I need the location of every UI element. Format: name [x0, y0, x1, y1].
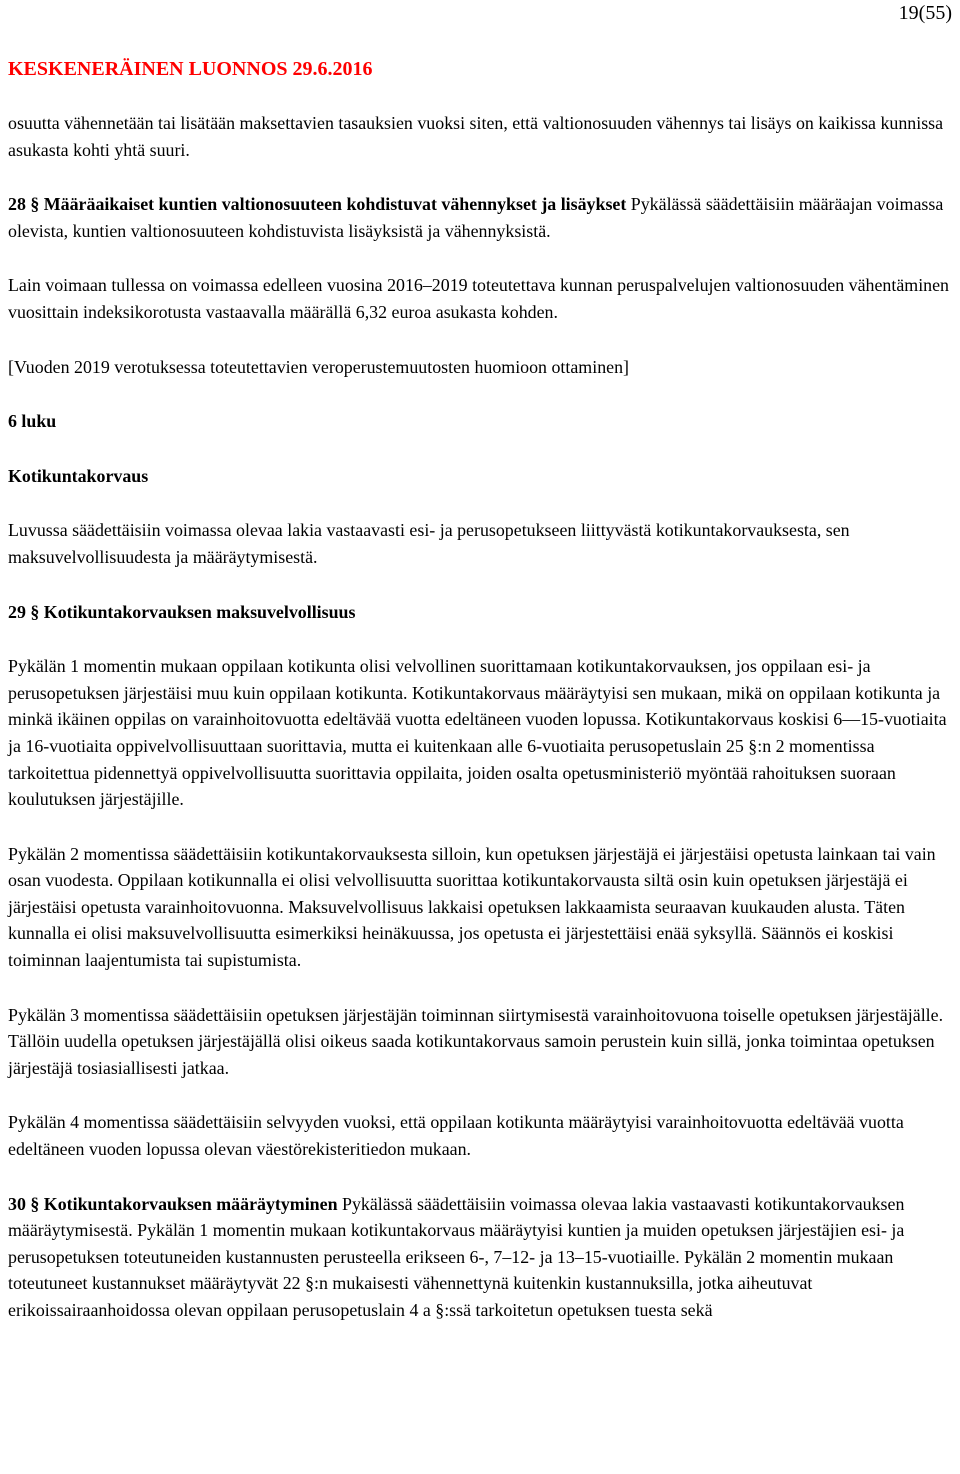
paragraph-valtionosuus-continued: osuutta vähennetään tai lisätään maksettavien tasauksien vuoksi siten, että valtionosuuden vähennys tai lisäys on kaikissa kunnissa asukasta kohti yhtä suuri. [8, 113, 944, 160]
draft-header: KESKENERÄINEN LUONNOS 29.6.2016 [8, 58, 373, 80]
paragraph-luvussa: Luvussa säädettäisiin voimassa olevaa lakia vastaavasti esi- ja perusopetukseen liittyvästä kotikuntakorvauksesta, sen maksuvelvollisuudesta ja määräytymisestä. [8, 520, 850, 567]
document-body [8, 110, 952, 1352]
chapter-number: 6 luku [8, 411, 57, 432]
section-29-moment-4: Pykälän 4 momentissa säädettäisiin selvyyden vuoksi, että oppilaan kotikunta määräytyisi varainhoitovuotta edeltävää vuotta edeltäneen vuoden lopussa olevan väestörekisteritiedon mukaan. [8, 1112, 904, 1160]
section-29-heading: 29 § Kotikuntakorvauksen maksuvelvollisuus [8, 601, 356, 622]
section-28-paragraph [8, 191, 952, 244]
section-30-text: Pykälässä säädettäisiin voimassa olevaa lakia vastaavasti kotikuntakorvauksen määräytymisestä. Pykälän 1 momentin mukaan kotikuntakorvaus määräytyisi kuntien ja muiden opetuksen järjestäjien esi- ja perusopetuksen toteutuneiden kustannusten perusteella erikseen 6-, 7–12- ja 13–15-vuotiaille. Pykälän 2 momentin mukaan toteutuneet kustannukset määräytyvät 22 §:n mukaisesti vähennettynä kuitenkin kustannuksilla, jotka aiheutuvat erikoissairaanhoidossa olevan oppilaan perusopetuslain 4 a §:ssä tarkoitetun opetuksen tuesta sekä [8, 1193, 905, 1320]
section-28-text: Pykälässä säädettäisiin määräajan voimassa olevista, kuntien valtionosuuteen kohdistuvista lisäyksistä ja vähennyksistä. [8, 194, 944, 241]
section-29-moment-3: Pykälän 3 momentissa säädettäisiin opetuksen järjestäjän toiminnan siirtymisestä varainhoitovuona toiselle opetuksen järjestäjälle. Tällöin uudella opetuksen järjestäjällä olisi oikeus saada kotikuntakorvaus samoin perustein kuin sillä, jonka toimintaa opetuksen järjestäjä tosiasiallisesti jatkaa. [8, 1004, 944, 1078]
paragraph-vuoden-2019: [Vuoden 2019 verotuksessa toteutettavien veroperustemuutosten huomioon ottaminen] [8, 356, 629, 377]
section-30-paragraph [8, 1191, 952, 1324]
section-28-heading: 28 § Määräaikaiset kuntien valtionosuuteen kohdistuvat vähennykset ja lisäykset [8, 194, 627, 215]
paragraph-lain-voimaan: Lain voimaan tullessa on voimassa edelleen vuosina 2016–2019 toteutettava kunnan peruspalvelujen valtionosuuden vähentäminen vuosittain indeksikorotusta vastaavalla määrällä 6,32 euroa asukasta kohden. [8, 275, 950, 322]
chapter-title: Kotikuntakorvaus [8, 465, 149, 486]
section-29-moment-1: Pykälän 1 momentin mukaan oppilaan kotikunta olisi velvollinen suorittamaan kotikuntakorvauksen, jos oppilaan esi- ja perusopetuksen järjestäisi muu kuin oppilaan kotikunta. Kotikuntakorvaus määräytyisi sen mukaan, mikä on oppilaan kotikunta ja minkä ikäinen oppilas on varainhoitovuotta edeltävää vuotta edeltäneen vuoden lopussa. Kotikuntakorvaus koskisi 6—15-vuotiaita ja 16-vuotiaita oppivelvollisuuttaan suorittavia, mutta ei kuitenkaan alle 6-vuotiaita perusopetuslain 25 §:n 2 momentissa tarkoitettua pidennettyä oppivelvollisuutta suorittavia oppilaita, joiden osalta opetusministeriö myöntää rahoituksen suoraan koulutuksen järjestäjille. [8, 656, 947, 810]
section-30-heading: 30 § Kotikuntakorvauksen määräytyminen [8, 1193, 338, 1214]
section-29-moment-2: Pykälän 2 momentissa säädettäisiin kotikuntakorvauksesta silloin, kun opetuksen järjestäjä ei järjestäisi opetusta lainkaan tai vain osan vuodesta. Oppilaan kotikunnalla ei olisi velvollisuutta suorittaa kotikuntakorvausta siltä osin kuin opetuksen järjestäjä ei järjestäisi opetusta varainhoitovuonna. Maksuvelvollisuus lakkaisi opetuksen lakkaamista seuraavan kuukauden alusta. Täten kunnalla ei olisi maksuvelvollisuutta esimerkiksi heinäkuussa, jos opetusta ei järjestettäisi enää syksyllä. Säännös ei koskisi toiminnan laajentumista tai supistumista. [8, 843, 936, 971]
page-number: 19(55) [898, 2, 952, 24]
